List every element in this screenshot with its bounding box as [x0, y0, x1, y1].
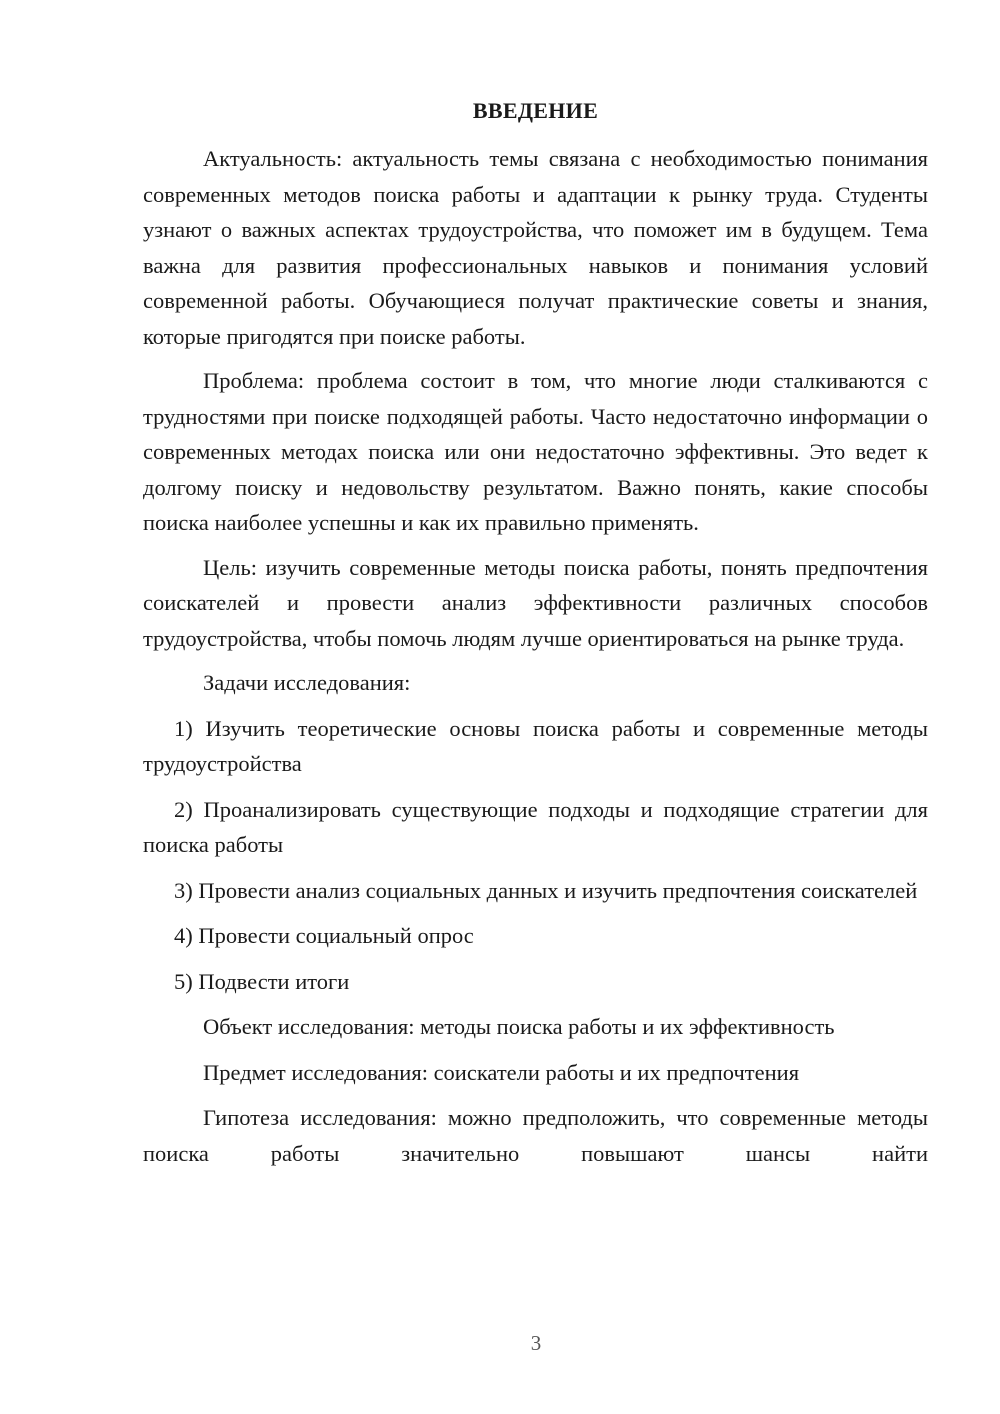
task-item-5: 5) Подвести итоги	[174, 968, 350, 994]
goal-paragraph: Цель: изучить современные методы поиска работы, понять предпочтения соискателей и провести анализ эффективности различных способов трудоустройства, чтобы помочь людям лучше ориентироваться на рынке труда.	[143, 554, 928, 651]
task-item-3: 3) Провести анализ социальных данных и изучить предпочтения соискателей	[174, 877, 918, 903]
research-object: Объект исследования: методы поиска работы и их эффективность	[203, 1014, 835, 1039]
task-item-1: 1) Изучить теоретические основы поиска работы и современные методы трудоустройства	[143, 715, 928, 776]
page-number: 3	[530, 1331, 542, 1355]
hypothesis-paragraph: Гипотеза исследования: можно предположить, что современные методы поиска работы значительно повышают шансы найти	[143, 1105, 928, 1166]
problem-paragraph: Проблема: проблема состоит в том, что многие люди сталкиваются с трудностями при поиске подходящей работы. Часто недостаточно информации о современных методах поиска или они недостаточно эффективны. Это ведет к долгому поиску и недовольству результатом. Важно понять, какие способы поиска наиболее успешны и как их правильно применять.	[143, 368, 928, 535]
document-page	[143, 93, 928, 1180]
task-item-2: 2) Проанализировать существующие подходы и подходящие стратегии для поиска работы	[143, 796, 928, 857]
section-heading: ВВЕДЕНИЕ	[472, 98, 599, 123]
relevance-paragraph: Актуальность: актуальность темы связана с необходимостью понимания современных методов поиска работы и адаптации к рынку труда. Студенты узнают о важных аспектах трудоустройства, что поможет им в будущем. Тема важна для развития профессиональных навыков и понимания условий современной работы. Обучающиеся получат практические советы и знания, которые пригодятся при поиске работы.	[143, 146, 928, 349]
task-item-4: 4) Провести социальный опрос	[174, 923, 474, 948]
research-subject: Предмет исследования: соискатели работы и их предпочтения	[203, 1059, 800, 1085]
tasks-title: Задачи исследования:	[203, 670, 411, 695]
